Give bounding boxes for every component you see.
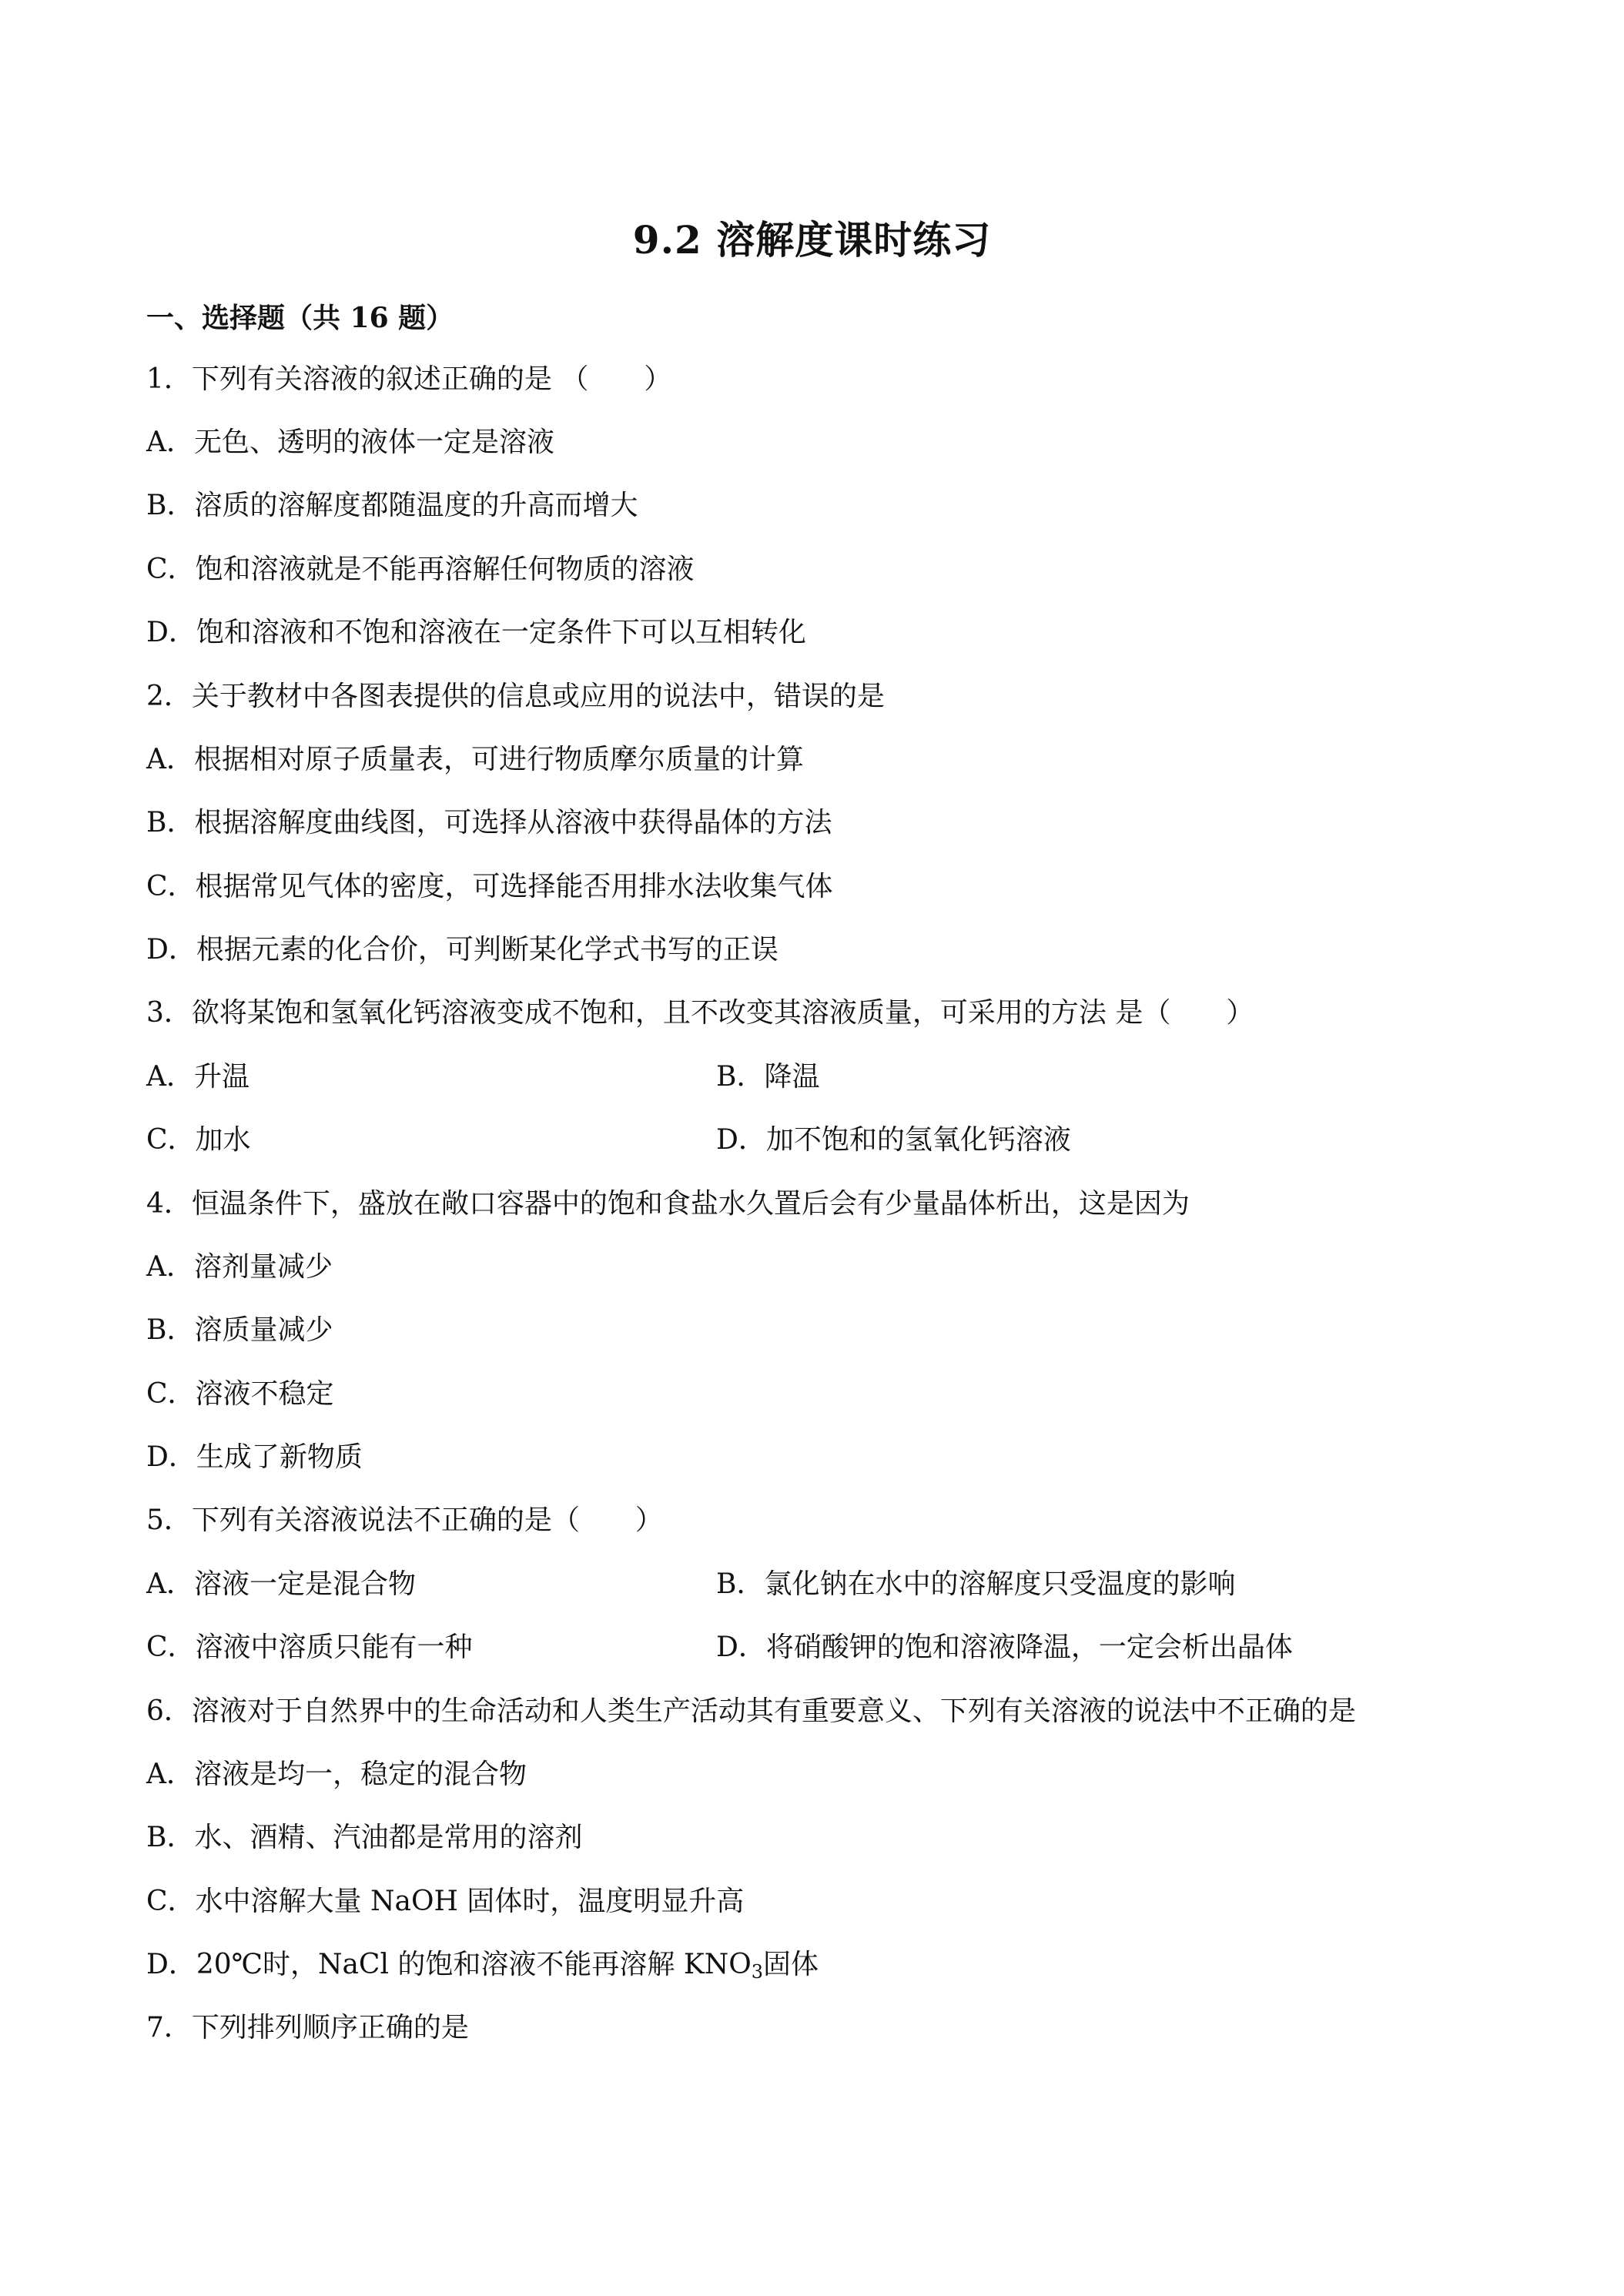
question-1-option-a: A．无色、透明的液体一定是溶液 <box>146 427 554 458</box>
question-6-option-d <box>146 1946 819 1983</box>
question-4-option-a: A．溶剂量减少 <box>146 1251 333 1283</box>
page-title: 9.2 溶解度课时练习 <box>632 217 992 263</box>
question-3-option-a: A．升温 <box>146 1061 249 1093</box>
question-1-option-b: B．溶质的溶解度都随温度的升高而增大 <box>146 490 638 521</box>
question-6-option-c: C．水中溶解大量 NaOH 固体时，温度明显升高 <box>146 1886 745 1917</box>
question-3-option-d: D．加不饱和的氢氧化钙溶液 <box>716 1124 1071 1156</box>
question-4-option-c: C．溶液不稳定 <box>146 1378 334 1410</box>
question-4-option-b: B．溶质量减少 <box>146 1314 333 1346</box>
question-2-stem: 2．关于教材中各图表提供的信息或应用的说法中，错误的是 <box>146 681 885 712</box>
question-3-option-b: B．降温 <box>716 1061 820 1093</box>
question-2-option-b: B．根据溶解度曲线图，可选择从溶液中获得晶体的方法 <box>146 807 832 838</box>
question-2-option-d: D．根据元素的化合价，可判断某化学式书写的正误 <box>146 934 779 966</box>
question-2-option-a: A．根据相对原子质量表，可进行物质摩尔质量的计算 <box>146 744 804 775</box>
question-6-option-b: B．水、酒精、汽油都是常用的溶剂 <box>146 1822 583 1853</box>
question-4-option-d: D．生成了新物质 <box>146 1441 363 1473</box>
question-4-stem: 4．恒温条件下，盛放在敞口容器中的饱和食盐水久置后会有少量晶体析出，这是因为 <box>146 1188 1190 1220</box>
question-5-option-b: B．氯化钠在水中的溶解度只受温度的影响 <box>716 1568 1236 1600</box>
question-7-stem: 7．下列排列顺序正确的是 <box>146 2012 469 2043</box>
question-6-option-a: A．溶液是均一，稳定的混合物 <box>146 1759 527 1790</box>
question-3-stem: 3．欲将某饱和氢氧化钙溶液变成不饱和，且不改变其溶液质量，可采用的方法 是（ ） <box>146 997 1254 1029</box>
question-1-option-d: D．饱和溶液和不饱和溶液在一定条件下可以互相转化 <box>146 617 806 648</box>
subscript-3: 3 <box>751 1961 764 1983</box>
question-5-stem: 5．下列有关溶液说法不正确的是（ ） <box>146 1504 663 1536</box>
question-6-stem: 6．溶液对于自然界中的生命活动和人类生产活动其有重要意义、下列有关溶液的说法中不正确的是 <box>146 1695 1356 1727</box>
section-heading: 一、选择题（共 16 题） <box>146 302 454 334</box>
question-5-option-c: C．溶液中溶质只能有一种 <box>146 1632 473 1663</box>
question-1-option-c: C．饱和溶液就是不能再溶解任何物质的溶液 <box>146 554 695 585</box>
question-1-stem: 1．下列有关溶液的叙述正确的是 （ ） <box>146 363 672 395</box>
question-5-option-d: D．将硝酸钾的饱和溶液降温，一定会析出晶体 <box>716 1632 1293 1663</box>
question-5-option-a: A．溶液一定是混合物 <box>146 1568 416 1600</box>
question-2-option-c: C．根据常见气体的密度，可选择能否用排水法收集气体 <box>146 871 833 902</box>
question-6-option-d-text: D．20℃时，NaCl 的饱和溶液不能再溶解 KNO <box>146 1949 752 1980</box>
question-6-option-d-suffix: 固体 <box>763 1949 819 1980</box>
question-3-option-c: C．加水 <box>146 1124 251 1156</box>
